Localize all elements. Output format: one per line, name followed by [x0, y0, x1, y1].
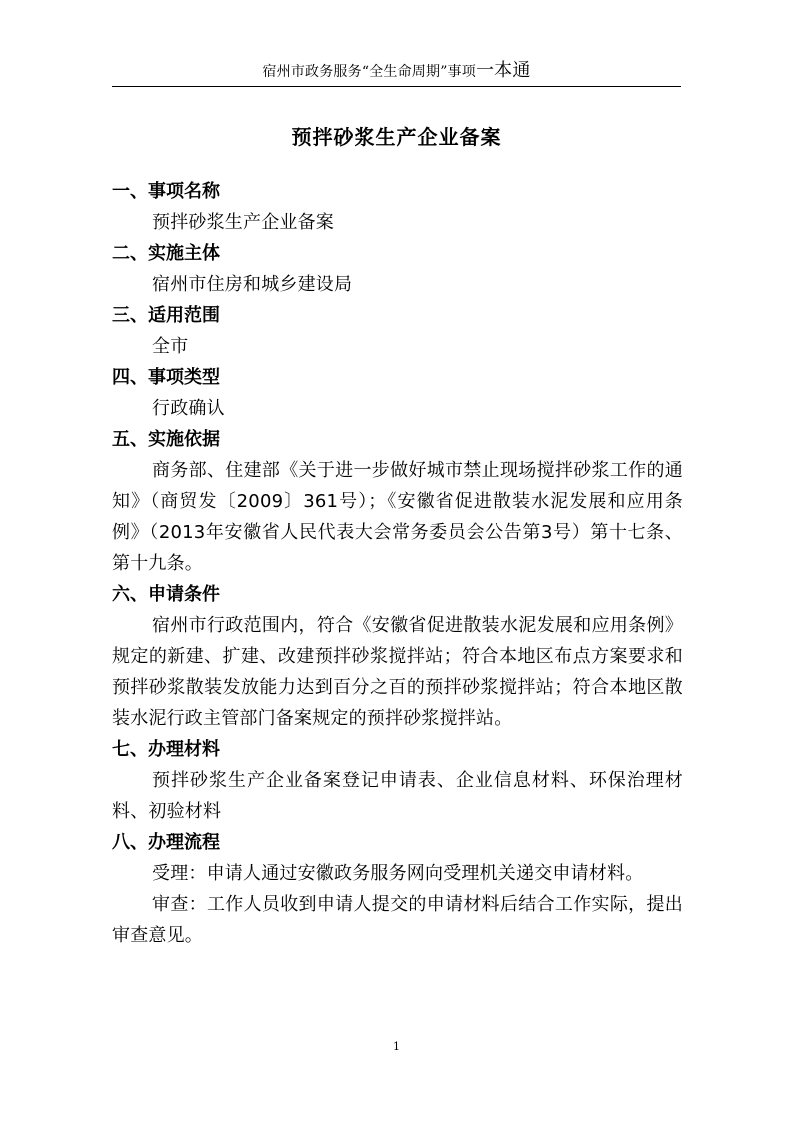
- section-implementing-body: [112, 238, 683, 300]
- section-heading: 三、适用范围: [112, 305, 220, 326]
- running-header-emphasis: 一本通: [475, 60, 531, 81]
- section-paragraph: 宿州市住房和城乡建设局: [152, 274, 353, 295]
- section-paragraph: 行政确认: [152, 398, 225, 419]
- header-divider: [112, 86, 681, 87]
- document-title: 预拌砂浆生产企业备案: [291, 125, 502, 149]
- section-heading: 七、办理材料: [112, 739, 220, 760]
- section-paragraph: 预拌砂浆生产企业备案: [152, 212, 334, 233]
- section-heading: 四、事项类型: [112, 367, 220, 388]
- section-item-name: [112, 176, 683, 238]
- section-legal-basis: [112, 424, 683, 579]
- section-paragraph: 预拌砂浆生产企业备案登记申请表、企业信息材料、环保治理材料、初验材料: [112, 770, 683, 822]
- section-scope: [112, 300, 683, 362]
- page-number: 1: [393, 1040, 400, 1053]
- section-heading: 五、实施依据: [112, 429, 220, 450]
- section-heading: 八、办理流程: [112, 832, 220, 853]
- section-heading: 二、实施主体: [112, 243, 220, 264]
- running-header-text: 宿州市政务服务“全生命周期”事项: [262, 64, 476, 80]
- section-heading: 一、事项名称: [112, 181, 220, 202]
- section-item-type: [112, 362, 683, 424]
- section-paragraph: 全市: [152, 336, 189, 357]
- section-materials: [112, 734, 683, 827]
- section-paragraph: 商务部、住建部《关于进一步做好城市禁止现场搅拌砂浆工作的通知》（商贸发〔2009〕361号）；《安徽省促进散装水泥发展和应用条例》（2013年安徽省人民代表大会常务委员会公告第3号）第十七条、第十九条。: [112, 460, 683, 574]
- section-paragraph: 受理：申请人通过安徽政务服务网向受理机关递交申请材料。: [152, 863, 644, 884]
- document-body: [112, 176, 683, 951]
- section-conditions: [112, 579, 683, 734]
- section-heading: 六、申请条件: [112, 584, 220, 605]
- section-paragraph: 审查：工作人员收到申请人提交的申请材料后结合工作实际，提出审查意见。: [112, 894, 683, 946]
- section-process: [112, 827, 683, 951]
- section-paragraph: 宿州市行政范围内，符合《安徽省促进散装水泥发展和应用条例》规定的新建、扩建、改建预拌砂浆搅拌站；符合本地区布点方案要求和预拌砂浆散装发放能力达到百分之百的预拌砂浆搅拌站；符合本地区散装水泥行政主管部门备案规定的预拌砂浆搅拌站。: [112, 615, 683, 729]
- running-header: [100, 61, 693, 82]
